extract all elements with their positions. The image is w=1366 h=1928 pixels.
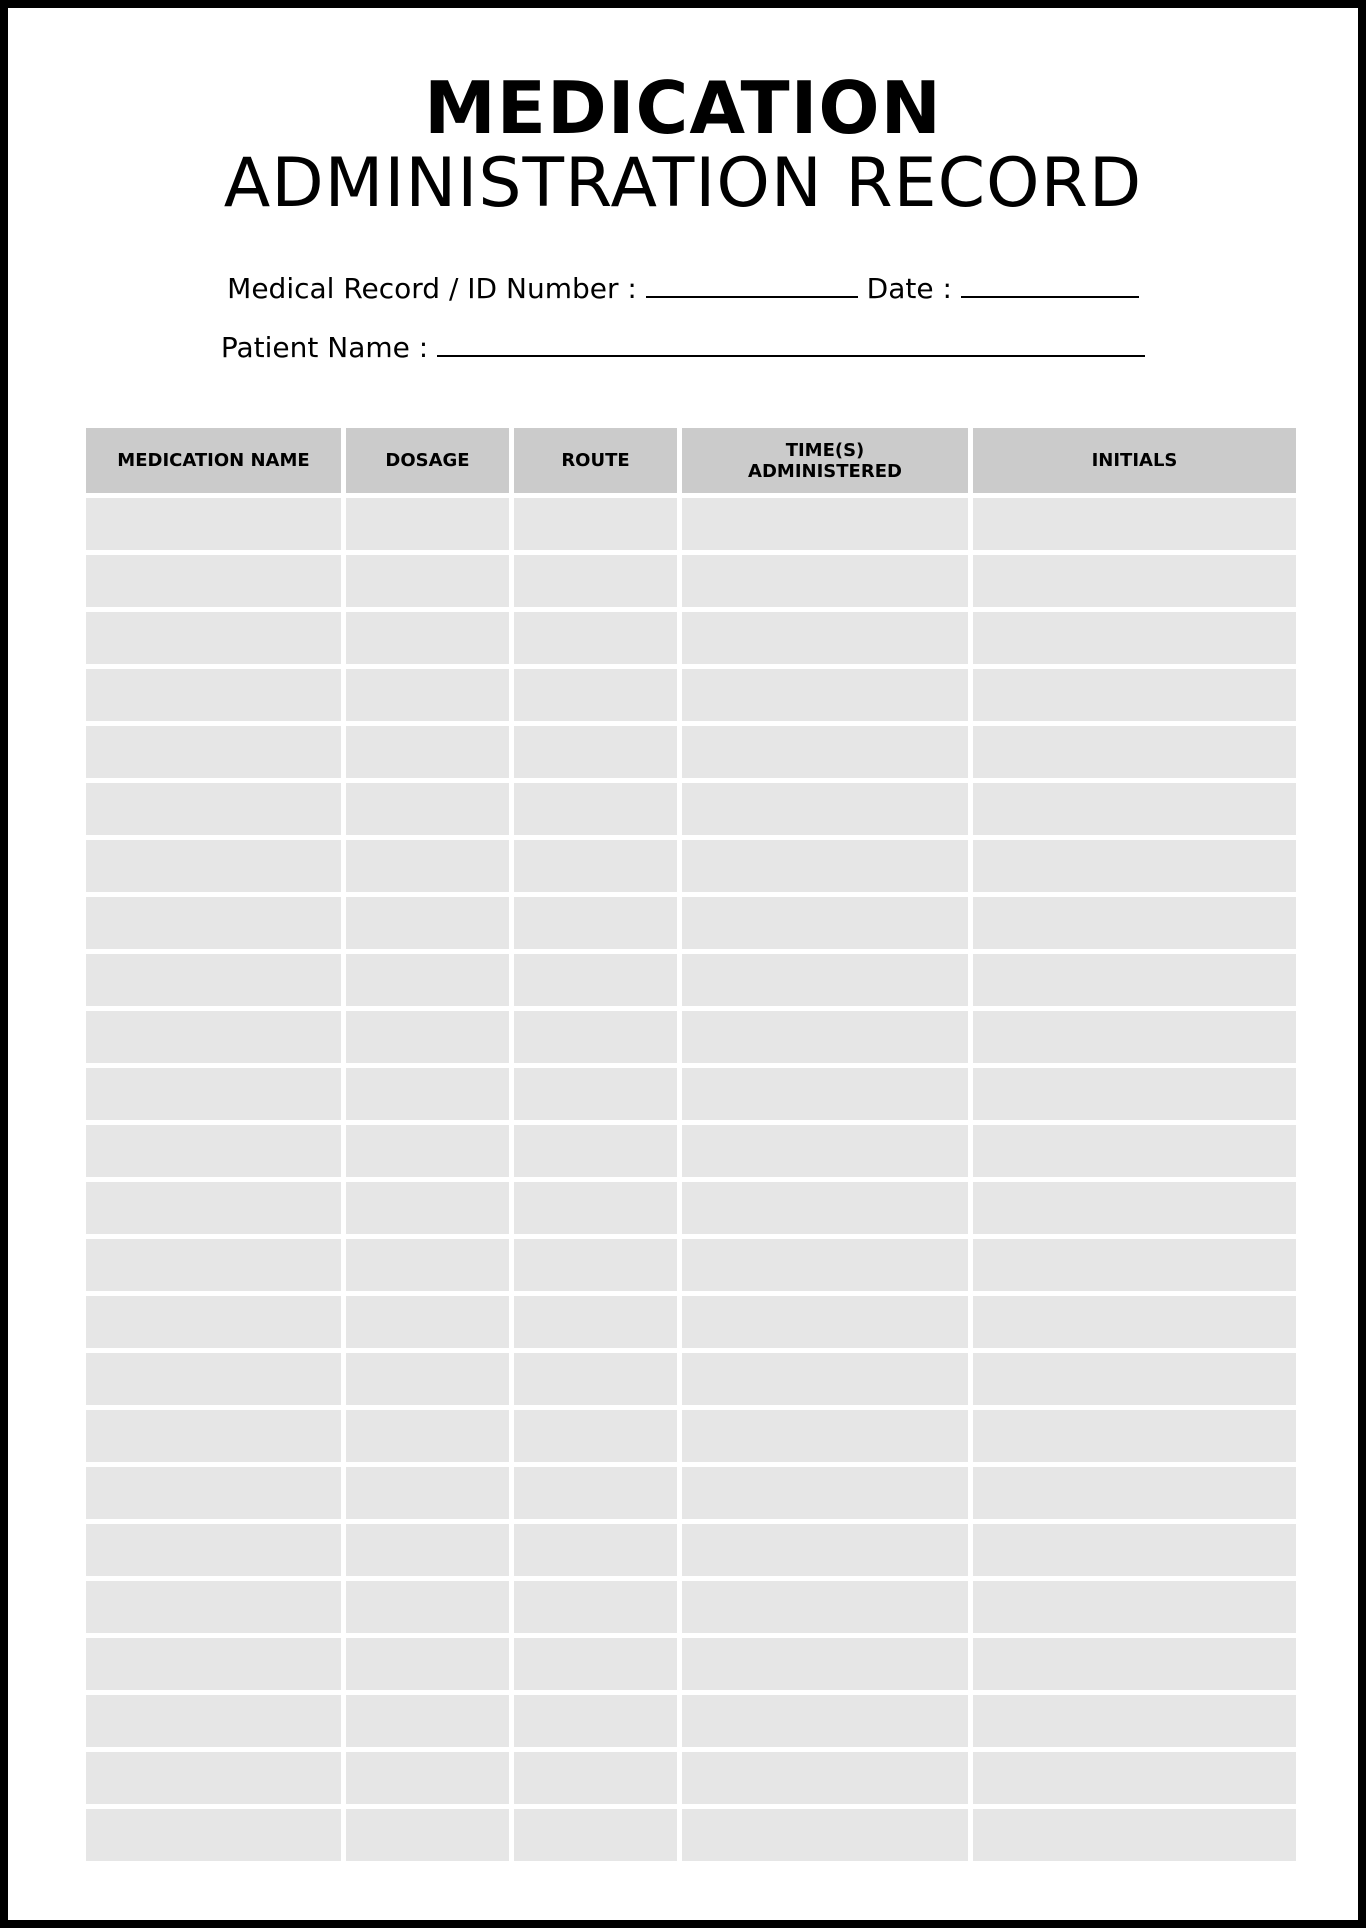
cell-times-administered[interactable] [682, 1353, 968, 1405]
cell-route[interactable] [514, 897, 677, 949]
cell-dosage[interactable] [346, 1011, 509, 1063]
date-blank[interactable] [961, 270, 1139, 298]
cell-route[interactable] [514, 1068, 677, 1120]
cell-initials[interactable] [973, 1752, 1296, 1804]
cell-medication-name[interactable] [86, 783, 341, 835]
cell-times-administered[interactable] [682, 1296, 968, 1348]
cell-initials[interactable] [973, 1467, 1296, 1519]
cell-times-administered[interactable] [682, 1125, 968, 1177]
cell-route[interactable] [514, 840, 677, 892]
medication-table [86, 428, 1296, 1861]
cell-medication-name[interactable] [86, 555, 341, 607]
cell-times-administered[interactable] [682, 612, 968, 664]
header-route: ROUTE [514, 428, 677, 493]
cell-route[interactable] [514, 726, 677, 778]
cell-times-administered[interactable] [682, 555, 968, 607]
cell-dosage[interactable] [346, 1239, 509, 1291]
cell-medication-name[interactable] [86, 1524, 341, 1576]
cell-medication-name[interactable] [86, 612, 341, 664]
cell-times-administered[interactable] [682, 1467, 968, 1519]
cell-times-administered[interactable] [682, 1068, 968, 1120]
cell-dosage[interactable] [346, 840, 509, 892]
cell-initials[interactable] [973, 612, 1296, 664]
cell-medication-name[interactable] [86, 1125, 341, 1177]
cell-medication-name[interactable] [86, 1809, 341, 1861]
cell-route[interactable] [514, 1125, 677, 1177]
cell-initials[interactable] [973, 840, 1296, 892]
header-dosage: DOSAGE [346, 428, 509, 493]
cell-dosage[interactable] [346, 1524, 509, 1576]
patient-name-blank[interactable] [437, 329, 1145, 357]
cell-medication-name[interactable] [86, 1581, 341, 1633]
cell-initials[interactable] [973, 1695, 1296, 1747]
cell-route[interactable] [514, 555, 677, 607]
cell-route[interactable] [514, 498, 677, 550]
cell-times-administered[interactable] [682, 1809, 968, 1861]
patient-name-label: Patient Name : [220, 331, 429, 364]
cell-medication-name[interactable] [86, 897, 341, 949]
cell-initials[interactable] [973, 897, 1296, 949]
cell-route[interactable] [514, 1695, 677, 1747]
cell-times-administered[interactable] [682, 669, 968, 721]
cell-medication-name[interactable] [86, 498, 341, 550]
cell-route[interactable] [514, 1182, 677, 1234]
date-label: Date : [866, 272, 952, 305]
record-date-line [8, 270, 1358, 307]
cell-dosage[interactable] [346, 612, 509, 664]
cell-medication-name[interactable] [86, 954, 341, 1006]
cell-dosage[interactable] [346, 1467, 509, 1519]
cell-medication-name[interactable] [86, 1353, 341, 1405]
cell-medication-name[interactable] [86, 726, 341, 778]
cell-dosage[interactable] [346, 1068, 509, 1120]
cell-dosage[interactable] [346, 783, 509, 835]
patient-name-line [8, 329, 1358, 366]
cell-times-administered[interactable] [682, 1239, 968, 1291]
cell-route[interactable] [514, 612, 677, 664]
cell-route[interactable] [514, 669, 677, 721]
cell-route[interactable] [514, 1410, 677, 1462]
cell-route[interactable] [514, 1638, 677, 1690]
cell-times-administered[interactable] [682, 1410, 968, 1462]
cell-medication-name[interactable] [86, 1638, 341, 1690]
cell-dosage[interactable] [346, 1182, 509, 1234]
cell-initials[interactable] [973, 1581, 1296, 1633]
cell-dosage[interactable] [346, 669, 509, 721]
cell-dosage[interactable] [346, 1125, 509, 1177]
cell-dosage[interactable] [346, 954, 509, 1006]
cell-dosage[interactable] [346, 1695, 509, 1747]
title-line-2: ADMINISTRATION RECORD [223, 144, 1143, 223]
cell-route[interactable] [514, 1296, 677, 1348]
cell-initials[interactable] [973, 1239, 1296, 1291]
cell-initials[interactable] [973, 1296, 1296, 1348]
cell-initials[interactable] [973, 783, 1296, 835]
cell-initials[interactable] [973, 1182, 1296, 1234]
cell-times-administered[interactable] [682, 498, 968, 550]
cell-route[interactable] [514, 1011, 677, 1063]
cell-initials[interactable] [973, 1011, 1296, 1063]
cell-initials[interactable] [973, 555, 1296, 607]
record-id-label: Medical Record / ID Number : [227, 272, 637, 305]
cell-dosage[interactable] [346, 1353, 509, 1405]
cell-dosage[interactable] [346, 897, 509, 949]
cell-times-administered[interactable] [682, 1581, 968, 1633]
cell-route[interactable] [514, 1752, 677, 1804]
cell-medication-name[interactable] [86, 669, 341, 721]
cell-medication-name[interactable] [86, 1752, 341, 1804]
cell-times-administered[interactable] [682, 783, 968, 835]
cell-medication-name[interactable] [86, 1296, 341, 1348]
cell-medication-name[interactable] [86, 840, 341, 892]
cell-route[interactable] [514, 1581, 677, 1633]
cell-initials[interactable] [973, 1068, 1296, 1120]
cell-medication-name[interactable] [86, 1239, 341, 1291]
cell-initials[interactable] [973, 1125, 1296, 1177]
cell-initials[interactable] [973, 498, 1296, 550]
cell-dosage[interactable] [346, 555, 509, 607]
cell-route[interactable] [514, 954, 677, 1006]
cell-medication-name[interactable] [86, 1182, 341, 1234]
cell-initials[interactable] [973, 1809, 1296, 1861]
cell-route[interactable] [514, 1353, 677, 1405]
cell-route[interactable] [514, 783, 677, 835]
cell-initials[interactable] [973, 726, 1296, 778]
cell-route[interactable] [514, 1467, 677, 1519]
cell-route[interactable] [514, 1524, 677, 1576]
cell-times-administered[interactable] [682, 1524, 968, 1576]
cell-route[interactable] [514, 1239, 677, 1291]
cell-medication-name[interactable] [86, 1695, 341, 1747]
cell-dosage[interactable] [346, 1410, 509, 1462]
cell-initials[interactable] [973, 669, 1296, 721]
cell-times-administered[interactable] [682, 1695, 968, 1747]
cell-times-administered[interactable] [682, 1638, 968, 1690]
cell-dosage[interactable] [346, 1809, 509, 1861]
cell-initials[interactable] [973, 1524, 1296, 1576]
cell-initials[interactable] [973, 1410, 1296, 1462]
cell-initials[interactable] [973, 1638, 1296, 1690]
cell-times-administered[interactable] [682, 840, 968, 892]
header-medication-name: MEDICATION NAME [86, 428, 341, 493]
cell-medication-name[interactable] [86, 1410, 341, 1462]
cell-dosage[interactable] [346, 1752, 509, 1804]
cell-initials[interactable] [973, 1353, 1296, 1405]
cell-times-administered[interactable] [682, 726, 968, 778]
cell-medication-name[interactable] [86, 1467, 341, 1519]
cell-medication-name[interactable] [86, 1011, 341, 1063]
cell-times-administered[interactable] [682, 1011, 968, 1063]
cell-route[interactable] [514, 1809, 677, 1861]
cell-dosage[interactable] [346, 1581, 509, 1633]
cell-dosage[interactable] [346, 726, 509, 778]
cell-times-administered[interactable] [682, 954, 968, 1006]
cell-times-administered[interactable] [682, 1182, 968, 1234]
cell-times-administered[interactable] [682, 897, 968, 949]
cell-dosage[interactable] [346, 1296, 509, 1348]
record-id-blank[interactable] [646, 270, 858, 298]
cell-times-administered[interactable] [682, 1752, 968, 1804]
cell-initials[interactable] [973, 954, 1296, 1006]
cell-dosage[interactable] [346, 1638, 509, 1690]
header-times-administered: TIME(S) ADMINISTERED [682, 428, 968, 493]
cell-medication-name[interactable] [86, 1068, 341, 1120]
header-initials: INITIALS [973, 428, 1296, 493]
title-line-1: MEDICATION [424, 66, 942, 150]
cell-dosage[interactable] [346, 498, 509, 550]
